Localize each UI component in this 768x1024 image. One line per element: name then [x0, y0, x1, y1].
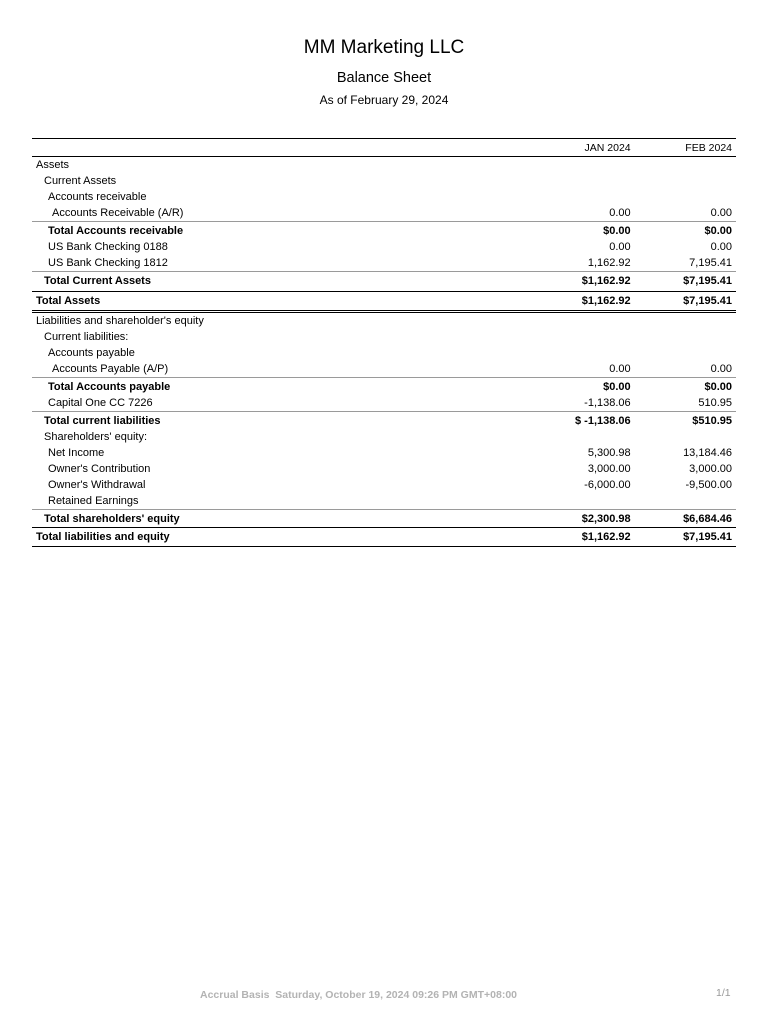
section-row-liabilities-equity	[32, 312, 736, 330]
row-value-feb: 7,195.41	[689, 257, 732, 269]
section-row-current-assets	[32, 173, 736, 189]
total-row	[32, 272, 736, 290]
section-row-shareholders-equity	[32, 429, 736, 445]
row-value-feb	[637, 189, 736, 205]
company-name: MM Marketing LLC	[303, 37, 465, 58]
row-value-feb	[637, 345, 736, 361]
row-value-jan: $0.00	[505, 222, 637, 240]
row-value-jan: $1,162.92	[505, 292, 637, 312]
row-label: Capital One CC 7226	[48, 397, 153, 409]
row-label: US Bank Checking 0188	[48, 241, 168, 253]
row-value-feb	[637, 157, 736, 174]
account-row	[32, 445, 736, 461]
row-value-feb: $7,195.41	[637, 272, 736, 290]
row-label: Liabilities and shareholder's equity	[36, 315, 204, 327]
section-row-accounts-receivable	[32, 189, 736, 205]
row-label: Retained Earnings	[48, 495, 139, 507]
header-label-cell	[32, 139, 505, 157]
total-row	[32, 510, 736, 528]
total-row	[32, 412, 736, 430]
row-value-jan	[505, 173, 637, 189]
row-value-jan: -6,000.00	[584, 479, 631, 491]
row-label: Shareholders' equity:	[44, 431, 147, 443]
row-value-jan: $2,300.98	[505, 510, 637, 528]
row-value-jan: 0.00	[609, 207, 631, 219]
row-value-feb	[637, 329, 736, 345]
column-header-jan: JAN 2024	[505, 139, 637, 157]
account-row	[32, 493, 736, 510]
section-row-accounts-payable	[32, 345, 736, 361]
row-value-feb: -9,500.00	[685, 479, 732, 491]
row-value-feb: 3,000.00	[689, 463, 732, 475]
row-value-feb: $7,195.41	[637, 292, 736, 312]
account-row	[32, 255, 736, 272]
row-value-feb: $7,195.41	[637, 528, 736, 547]
row-value-jan: 5,300.98	[587, 447, 631, 459]
balance-sheet-table	[32, 138, 736, 547]
row-label: Current Assets	[44, 175, 117, 187]
row-value-feb: $0.00	[637, 222, 736, 240]
row-value-jan	[505, 493, 637, 510]
account-row	[32, 461, 736, 477]
account-row	[32, 361, 736, 378]
row-label: Current liabilities:	[44, 331, 129, 343]
grand-total-row	[32, 292, 736, 312]
row-value-jan	[505, 429, 637, 445]
row-label: Accounts Payable (A/P)	[52, 363, 169, 375]
total-row	[32, 222, 736, 240]
row-label: Accounts Receivable (A/R)	[52, 207, 184, 219]
row-label: Total current liabilities	[32, 412, 505, 430]
section-row-current-liabilities	[32, 329, 736, 345]
report-header	[0, 36, 768, 108]
row-value-feb: 0.00	[710, 363, 732, 375]
row-label: Total Accounts receivable	[32, 222, 505, 240]
row-value-jan	[505, 329, 637, 345]
row-value-jan: -1,138.06	[584, 397, 631, 409]
row-value-feb: $0.00	[637, 378, 736, 396]
row-label: Owner's Contribution	[48, 463, 151, 475]
row-value-feb: 0.00	[710, 207, 732, 219]
row-label: Owner's Withdrawal	[48, 479, 146, 491]
row-value-jan: $0.00	[505, 378, 637, 396]
row-value-jan	[505, 189, 637, 205]
row-value-jan: 1,162.92	[587, 257, 631, 269]
row-value-jan: 0.00	[609, 241, 631, 253]
table-header-row	[32, 139, 736, 157]
row-label: Accounts receivable	[48, 191, 147, 203]
row-value-feb: $6,684.46	[637, 510, 736, 528]
section-row-assets	[32, 157, 736, 174]
row-value-feb: 13,184.46	[683, 447, 732, 459]
row-label: Total shareholders' equity	[32, 510, 505, 528]
row-value-jan: $ -1,138.06	[505, 412, 637, 430]
row-label: Net Income	[48, 447, 105, 459]
row-label: Total Accounts payable	[32, 378, 505, 396]
row-value-jan: 0.00	[609, 363, 631, 375]
row-value-feb	[637, 493, 736, 510]
report-date: As of February 29, 2024	[319, 93, 449, 107]
grand-total-row	[32, 528, 736, 547]
account-row	[32, 205, 736, 222]
row-value-jan: $1,162.92	[505, 272, 637, 290]
account-row	[32, 239, 736, 255]
row-value-jan: $1,162.92	[505, 528, 637, 547]
row-value-feb	[637, 173, 736, 189]
row-label: Assets	[36, 159, 70, 171]
page-number: 1/1	[716, 987, 731, 999]
row-value-feb	[637, 312, 736, 330]
report-footer: Accrual Basis Saturday, October 19, 2024 09:26 PM GMT+08:00	[200, 989, 517, 1001]
account-row	[32, 477, 736, 493]
total-row	[32, 378, 736, 396]
account-row	[32, 395, 736, 412]
report-title: Balance Sheet	[336, 70, 432, 86]
row-label: Total Current Assets	[32, 272, 505, 290]
row-value-jan: 3,000.00	[587, 463, 631, 475]
row-value-feb: $510.95	[637, 412, 736, 430]
row-value-feb: 510.95	[698, 397, 732, 409]
row-label: Total Assets	[32, 292, 505, 312]
row-label: Total liabilities and equity	[32, 528, 505, 547]
row-value-jan	[505, 345, 637, 361]
row-value-feb	[637, 429, 736, 445]
row-label: Accounts payable	[48, 347, 135, 359]
row-label: US Bank Checking 1812	[48, 257, 168, 269]
row-value-feb: 0.00	[710, 241, 732, 253]
row-value-jan	[505, 157, 637, 174]
column-header-feb: FEB 2024	[637, 139, 736, 157]
row-value-jan	[505, 312, 637, 330]
